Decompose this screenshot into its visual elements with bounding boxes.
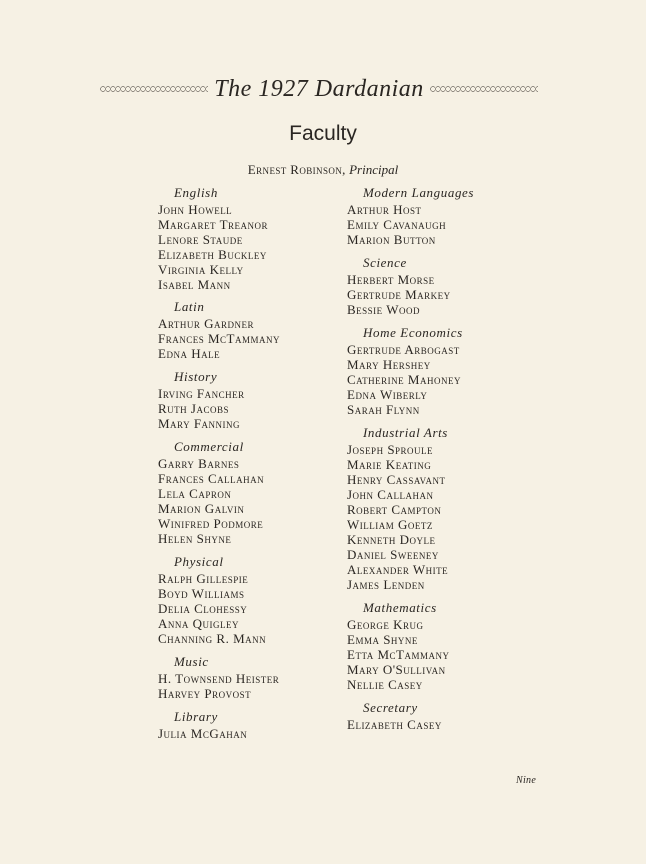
department-section [347,700,474,732]
department-title: Science [363,255,407,270]
faculty-member: Marion Galvin [158,501,245,516]
faculty-member: William Goetz [347,517,433,532]
faculty-member: Frances McTammany [158,331,280,346]
department-section [158,439,280,546]
faculty-member: James Lenden [347,577,425,592]
faculty-member: Gertrude Arbogast [347,342,460,357]
department-title: Home Economics [363,325,463,340]
department-title: Modern Languages [363,185,475,200]
department-section [158,654,280,701]
faculty-member: Virginia Kelly [158,262,244,277]
department-title: English [174,185,218,200]
faculty-member: Marion Button [347,232,436,247]
faculty-member: Isabel Mann [158,277,231,292]
department-section [347,325,474,417]
faculty-member: Herbert Morse [347,272,435,287]
department-title: Music [174,654,209,669]
department-section [158,554,280,646]
faculty-member: Joseph Sproule [347,442,434,457]
faculty-member: Etta McTammany [347,647,450,662]
department-title: Mathematics [363,600,437,615]
faculty-member: Emily Cavanaugh [347,217,447,232]
faculty-member: Sarah Flynn [347,402,420,417]
right-column [347,185,474,732]
faculty-member: Helen Shyne [158,531,232,546]
faculty-member: John Callahan [347,487,434,502]
running-head [100,74,538,104]
department-section [347,185,474,247]
faculty-member: Irving Fancher [158,386,245,401]
faculty-member: George Krug [347,617,424,632]
faculty-member: Alexander White [347,562,449,577]
left-column [158,185,280,741]
faculty-member: Elizabeth Casey [347,717,442,732]
faculty-member: Henry Cassavant [347,472,446,487]
faculty-member: Arthur Gardner [158,316,254,331]
right-ornament [430,85,538,93]
faculty-member: Catherine Mahoney [347,372,461,387]
faculty-member: Frances Callahan [158,471,265,486]
department-title: Commercial [174,439,244,454]
faculty-member: H. Townsend Heister [158,671,280,686]
faculty-member: Emma Shyne [347,632,418,647]
faculty-member: Lenore Staude [158,232,243,247]
left-ornament [100,85,208,93]
faculty-member: Arthur Host [347,202,422,217]
principal-title: Principal [349,162,399,177]
department-section [347,600,474,692]
department-title: Library [174,709,218,724]
faculty-member: Delia Clohessy [158,601,248,616]
page-title: Faculty [289,122,357,145]
faculty-member: Daniel Sweeney [347,547,439,562]
department-title: Industrial Arts [363,425,448,440]
principal-line [0,162,646,178]
department-section [158,299,280,361]
faculty-member: Boyd Williams [158,586,245,601]
faculty-member: Margaret Treanor [158,217,269,232]
faculty-member: Anna Quigley [158,616,240,631]
faculty-member: John Howell [158,202,233,217]
faculty-member: Mary O'Sullivan [347,662,446,677]
faculty-member: Kenneth Doyle [347,532,436,547]
department-title: Physical [174,554,224,569]
department-section [158,369,280,431]
faculty-member: Robert Campton [347,502,442,517]
faculty-member: Mary Fanning [158,416,241,431]
department-section [158,709,280,741]
faculty-member: Elizabeth Buckley [158,247,267,262]
department-section [347,425,474,592]
faculty-member: Gertrude Markey [347,287,451,302]
faculty-member: Harvey Provost [158,686,252,701]
faculty-member: Ruth Jacobs [158,401,229,416]
faculty-member: Lela Capron [158,486,232,501]
department-title: Secretary [363,700,418,715]
faculty-member: Marie Keating [347,457,432,472]
faculty-member: Nellie Casey [347,677,423,692]
faculty-member: Garry Barnes [158,456,240,471]
faculty-member: Mary Hershey [347,357,431,372]
department-title: History [174,369,218,384]
department-section [347,255,474,317]
faculty-member: Edna Wiberly [347,387,428,402]
faculty-member: Winifred Podmore [158,516,264,531]
department-title: Latin [174,299,205,314]
faculty-member: Julia McGahan [158,726,248,741]
faculty-member: Ralph Gillespie [158,571,249,586]
principal-name: Ernest Robinson, [247,162,346,177]
department-section [158,185,280,292]
faculty-member: Bessie Wood [347,302,420,317]
faculty-member: Edna Hale [158,346,221,361]
faculty-member: Channing R. Mann [158,631,267,646]
running-head-title: The 1927 Dardanian [214,75,424,102]
page-number: Nine [516,775,537,786]
